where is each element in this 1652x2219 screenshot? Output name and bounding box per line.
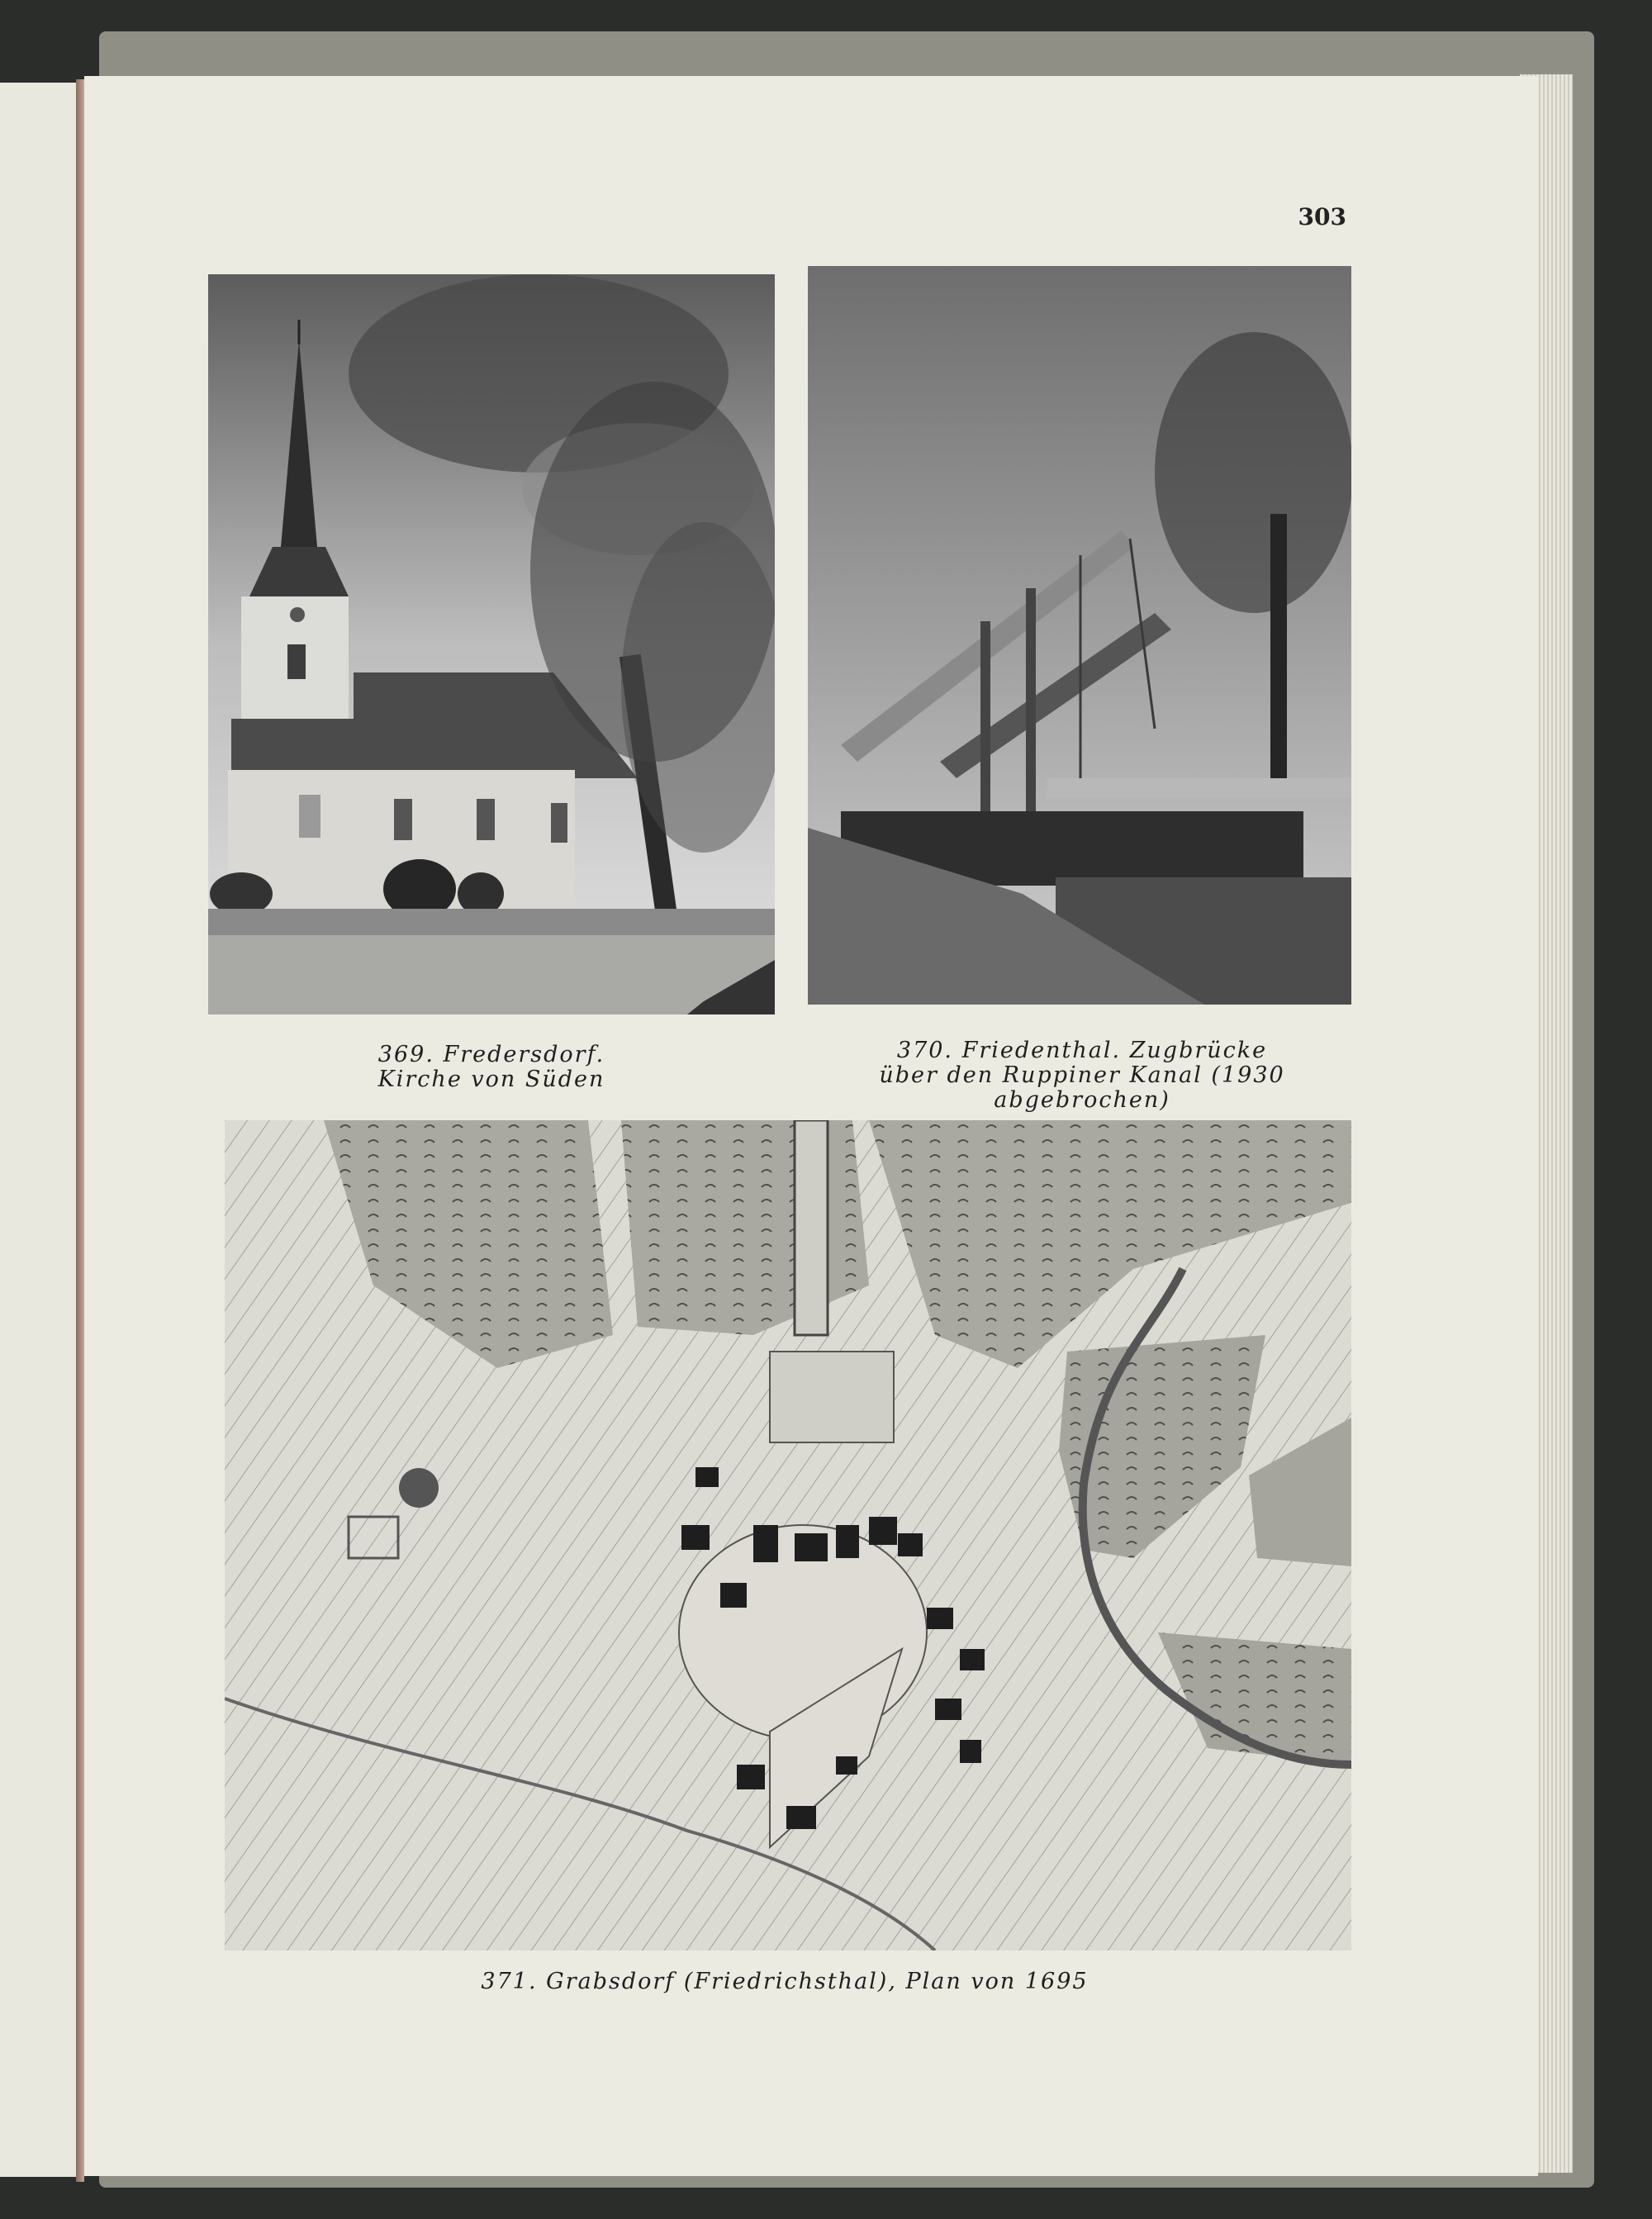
caption-370-line1: 370. Friedenthal. Zugbrücke	[896, 1038, 1268, 1063]
caption-370	[793, 1038, 1371, 1113]
book-hinge	[76, 79, 84, 2182]
caption-369-line2: Kirche von Süden	[377, 1067, 605, 1092]
left-page-edge	[0, 83, 78, 2177]
caption-370-line2: über den Ruppiner Kanal (1930 abgebrochen)	[879, 1062, 1285, 1113]
village-plan-map	[225, 1120, 1351, 1951]
drawbridge-photo	[808, 266, 1351, 1005]
caption-371	[430, 1970, 1140, 1994]
caption-369-line1: 369. Fredersdorf.	[377, 1042, 605, 1067]
page-number: 303	[1298, 203, 1346, 230]
caption-371-line1: 371. Grabsdorf (Friedrichsthal), Plan von 1695	[481, 1969, 1089, 1994]
church-photo	[208, 274, 775, 1014]
caption-369	[297, 1043, 686, 1092]
